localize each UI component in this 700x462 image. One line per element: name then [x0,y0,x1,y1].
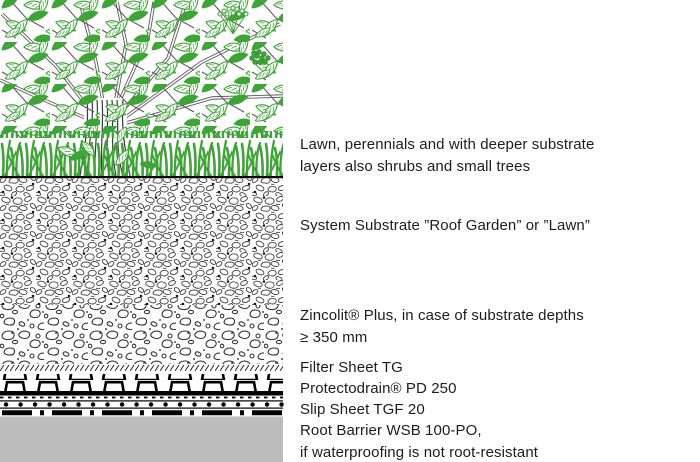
label-root-barrier [300,420,538,462]
label-line: Filter Sheet TG [300,359,403,376]
soil-surface-line [0,176,283,178]
lawn-grass-layer [0,131,283,177]
zincolit-plus-layer [0,305,283,364]
label-line: System Substrate ”Roof Garden” or ”Lawn” [300,217,590,234]
label-slip-sheet [300,399,425,421]
protectodrain-layer [0,374,283,399]
concrete-deck-layer [0,417,283,462]
label-line: Slip Sheet TGF 20 [300,401,425,418]
label-line: Root Barrier WSB 100-PO, [300,422,482,439]
label-line: ≥ 350 mm [300,329,368,346]
label-line: if waterproofing is not root-resistant [300,444,539,461]
system-substrate-layer [0,179,283,306]
label-filter-sheet [300,357,403,379]
label-vegetation [300,134,594,178]
label-system-substrate [300,215,590,237]
tree-foliage [0,0,283,138]
label-line: layers also shrubs and small trees [300,158,531,175]
cross-section-illustration [0,0,285,462]
label-protectodrain [300,378,457,400]
label-line: Zincolit® Plus, in case of substrate depths [300,307,584,324]
label-line: Lawn, perennials and with deeper substrate [300,136,595,153]
slip-sheet-layer [0,400,283,408]
label-zincolit-plus [300,305,584,349]
label-line: Protectodrain® PD 250 [300,380,457,397]
filter-sheet-layer [0,365,283,372]
